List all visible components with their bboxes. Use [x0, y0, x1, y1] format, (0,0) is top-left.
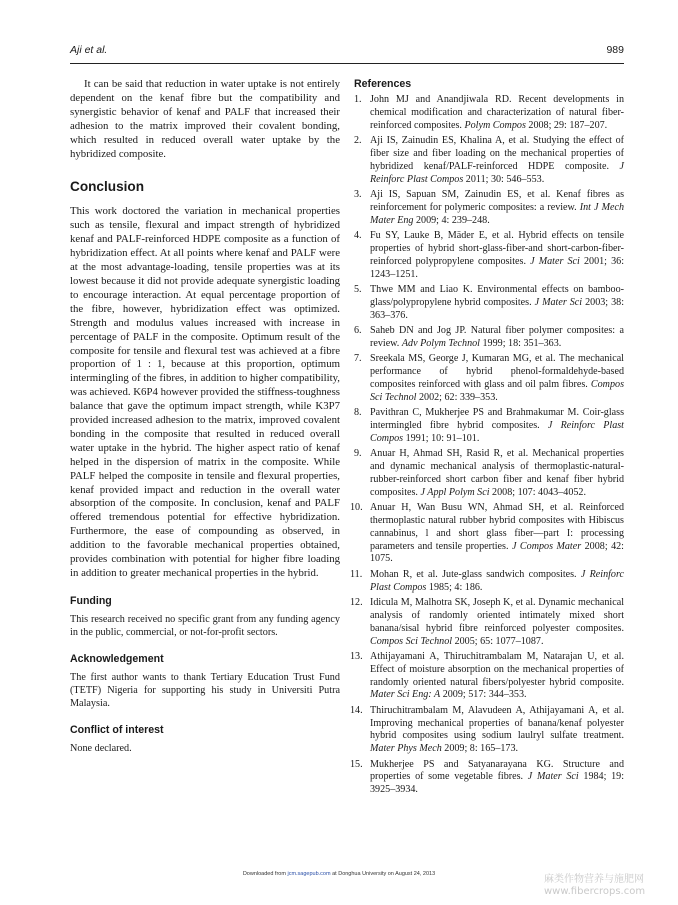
reference-text: Thwe MM and Liao K. Environmental effects on bamboo-glass/polypropylene hybrid composites.: [370, 283, 624, 308]
page-number: 989: [606, 44, 624, 56]
reference-text: Mukherjee PS and Satyanarayana KG. Structure and properties of some vegetable fibres.: [370, 758, 624, 783]
watermark-title: 麻类作物营养与施肥网: [544, 874, 644, 885]
references-heading: References: [354, 78, 412, 90]
reference-item: [354, 230, 624, 282]
conclusion-heading: Conclusion: [70, 179, 145, 195]
reference-item: [350, 704, 624, 757]
reference-details: 2008; 29: 187–207.: [525, 119, 608, 131]
reference-number: 7.: [354, 353, 362, 364]
reference-text: Thiruchitrambalam M, Alavudeen A, Athijayamani A, et al. Improving mechanical properties of banana/kenaf polyester hybrid composites using sodium laulryl sulfate treatment.: [370, 704, 624, 742]
reference-number: 3.: [354, 188, 362, 200]
intro-paragraph: It can be said that reduction in water uptake is not entirely dependent on the kenaf fibre but the compatibility and synergistic behavior of kenaf and PALF that increased their adhesion to the matrix improved their covalent bonding, which resulted in reduced overall water uptake by the hybridized composite.: [70, 78, 340, 160]
reference-item: [350, 650, 624, 703]
footer-text-end: at Donghua University on August 24, 2013: [330, 871, 436, 877]
reference-number: 12.: [350, 596, 363, 608]
reference-journal: J Reinforc Plast Compos: [370, 419, 624, 444]
reference-journal: J Mater Sci: [534, 296, 583, 308]
reference-journal: Compos Sci Technol: [370, 378, 624, 403]
reference-item: [354, 189, 624, 228]
reference-text: Idicula M, Malhotra SK, Joseph K, et al. Dynamic mechanical analysis of randomly oriented intimately mixed short banana/sisal hybrid fibre reinforced polyester composites.: [370, 596, 624, 634]
reference-number: 14.: [350, 704, 363, 716]
reference-text: John MJ and Anandjiwala RD. Recent developments in chemical modification and characterization of natural fiber-reinforced composites.: [370, 94, 624, 131]
conflict-paragraph: None declared.: [70, 742, 132, 754]
reference-details: 2008; 42: 1075.: [370, 540, 624, 565]
reference-details: 2002; 62: 339–353.: [416, 391, 498, 403]
reference-journal: Polym Compos: [464, 119, 526, 131]
reference-journal: J Mater Sci: [527, 771, 579, 783]
reference-journal: Int J Mech Mater Eng: [370, 201, 624, 226]
reference-number: 2.: [354, 135, 362, 147]
conflict-heading: Conflict of interest: [70, 723, 164, 736]
footer-text-start: Downloaded from: [242, 871, 288, 877]
reference-item: [350, 758, 625, 798]
reference-journal: J Reinforc Plast Compos: [370, 160, 624, 185]
reference-details: 1999; 18: 351–363.: [479, 337, 562, 349]
reference-text: Sreekala MS, George J, Kumaran MG, et al. The mechanical performance of hybrid phenol-formaldehyde-based composites reinforced with glass and oil palm fibres.: [370, 353, 624, 390]
reference-number: 4.: [354, 229, 362, 241]
reference-item: [354, 448, 624, 500]
reference-details: 2001; 36: 1243–1251.: [370, 255, 625, 280]
acknowledgement-paragraph: The first author wants to thank Tertiary Education Trust Fund (TETF) Nigeria for supporting his study in Universiti Putra Malaysia.: [70, 671, 340, 709]
reference-text: Anuar H, Ahmad SH, Rasid R, et al. Mechanical properties and dynamic mechanical analysis of thermoplastic-natural-rubber-reinforced short carbon fiber and kenaf fiber hybrid composites.: [370, 447, 624, 498]
reference-details: 2009; 517: 344–353.: [440, 689, 527, 701]
footer-link[interactable]: jcm.sagepub.com: [287, 871, 331, 877]
reference-item: [354, 135, 624, 187]
reference-item: [350, 501, 624, 567]
header-rule: [70, 63, 624, 64]
reference-details: 2003; 38: 363–376.: [370, 296, 625, 321]
reference-journal: Adv Polym Technol: [401, 337, 480, 349]
reference-number: 10.: [350, 501, 363, 513]
reference-details: 2011; 30: 546–553.: [463, 173, 545, 185]
reference-journal: J Mater Sci: [530, 255, 580, 267]
acknowledgement-heading: Acknowledgement: [70, 652, 164, 665]
reference-number: 11.: [350, 568, 363, 580]
watermark: [544, 874, 674, 898]
reference-details: 2008; 107: 4043–4052.: [489, 486, 586, 498]
reference-number: 6.: [354, 324, 362, 336]
reference-number: 8.: [354, 406, 362, 418]
reference-text: Aji IS, Zainudin ES, Khalina A, et al. Studying the effect of fiber size and fiber loading on the mechanical properties of hybridized kenaf/PALF-reinforced HDPE composite.: [370, 135, 624, 172]
reference-item: [350, 596, 624, 649]
reference-number: 13.: [350, 650, 363, 662]
reference-item: [354, 325, 624, 351]
reference-number: 1.: [354, 94, 362, 105]
reference-details: 2009; 4: 239–248.: [413, 214, 490, 226]
running-head-authors: Aji et al.: [70, 44, 108, 56]
reference-journal: Mater Phys Mech: [370, 743, 442, 755]
reference-item: [350, 568, 624, 595]
left-column: [70, 78, 340, 755]
reference-journal: J Reinforc Plast Compos: [370, 568, 624, 593]
reference-details: 1991; 10: 91–101.: [403, 432, 480, 444]
reference-text: Athijayamani A, Thiruchitrambalam M, Natarajan U, et al. Effect of moisture absorption on the mechanical properties of randomly oriented natural fibers/polyester hybrid composite.: [370, 650, 624, 688]
reference-details: 2005; 65: 1077–1087.: [452, 635, 544, 647]
watermark-url: www.fibercrops.com: [544, 886, 646, 897]
reference-details: 2009; 8: 165–173.: [441, 743, 519, 755]
reference-journal: J Appl Polym Sci: [420, 486, 490, 498]
reference-journal: Compos Sci Technol: [370, 635, 453, 647]
right-column: [350, 78, 625, 800]
reference-item: [354, 353, 624, 405]
reference-text: Mohan R, et al. Jute-glass sandwich composites.: [370, 568, 581, 580]
reference-list: [350, 94, 625, 797]
reference-item: [354, 284, 624, 323]
reference-number: 15.: [350, 758, 363, 770]
conclusion-paragraph: This work doctored the variation in mechanical properties such as tensile, flexural and impact strength of hybridized kenaf and PALF-reinforced HDPE composite as a function of hybridization effect. At all points where kenaf and PALF were at the most advantage-loading, tensile properties was at its lowest because it did not provide adequate synergistic loading to encourage interaction. At equal percentage proportion of the fibre, however, hybridization effect was optimized. Strength and modulus values increased with increase in percentage of PALF in the composite. Optimum result of the composite for tensile and flexural test was achieved at a fibre proportion of 1 : 1, because at this proportion, optimum intermingling of the fibres, in addition to higher compatibility, was achieved. K6P4 however provided the stiffness-toughness balance that gave the optimum impact strength, while K3P7 provided increased adhesion to the matrix, improved covalent bonding in the composite that resulted in reduced overall water uptake in the hybrid. The higher aspect ratio of kenaf helped in the dispersion of matrix in the composite. While PALF helped the composite in tensile and flexural properties, kenaf provided impact and reduction in the overall water absorption of the composite. In conclusion, kenaf and PALF offered tremendous potential for effective hybridization. Furthermore, the ease of compounding as observed, in addition to the favorable mechanical properties obtained, provides combination with potential for higher fibre loading in addition to greater mechanical properties in the hybrid.: [70, 205, 340, 579]
reference-number: 9.: [354, 447, 362, 459]
reference-text: Pavithran C, Mukherjee PS and Brahmakumar M. Coir-glass intermingled fibre hybrid composites.: [370, 406, 624, 431]
reference-number: 5.: [354, 283, 362, 295]
reference-text: Anuar H, Wan Busu WN, Ahmad SH, et al. Reinforced thermoplastic natural rubber hybrid composites with Hibiscus cannabinus, l and short glass fiber—part I: processing parameters and tensile properties.: [370, 501, 624, 552]
funding-heading: Funding: [70, 594, 112, 607]
reference-journal: Mater Sci Eng: A: [370, 689, 441, 701]
reference-item: [354, 407, 624, 446]
reference-details: 1985; 4: 186.: [426, 581, 483, 593]
reference-journal: J Compos Mater: [511, 540, 582, 552]
reference-text: Aji IS, Sapuan SM, Zainudin ES, et al. Kenaf fibres as reinforcement for polymeric composites: a review.: [370, 188, 624, 213]
reference-item: [354, 94, 624, 133]
funding-paragraph: This research received no specific grant from any funding agency in the public, commercial, or not-for-profit sectors.: [70, 613, 340, 638]
running-header: [70, 44, 624, 58]
reference-details: 1984; 19: 3925–3934.: [370, 771, 625, 796]
reference-text: Fu SY, Lauke B, Mäder E, et al. Hybrid effects on tensile properties of hybrid short-glass-fiber-and short-carbon-fiber-reinforced polypropylene composites.: [370, 229, 624, 267]
reference-text: Saheb DN and Jog JP. Natural fiber polymer composites: a review.: [370, 324, 624, 349]
